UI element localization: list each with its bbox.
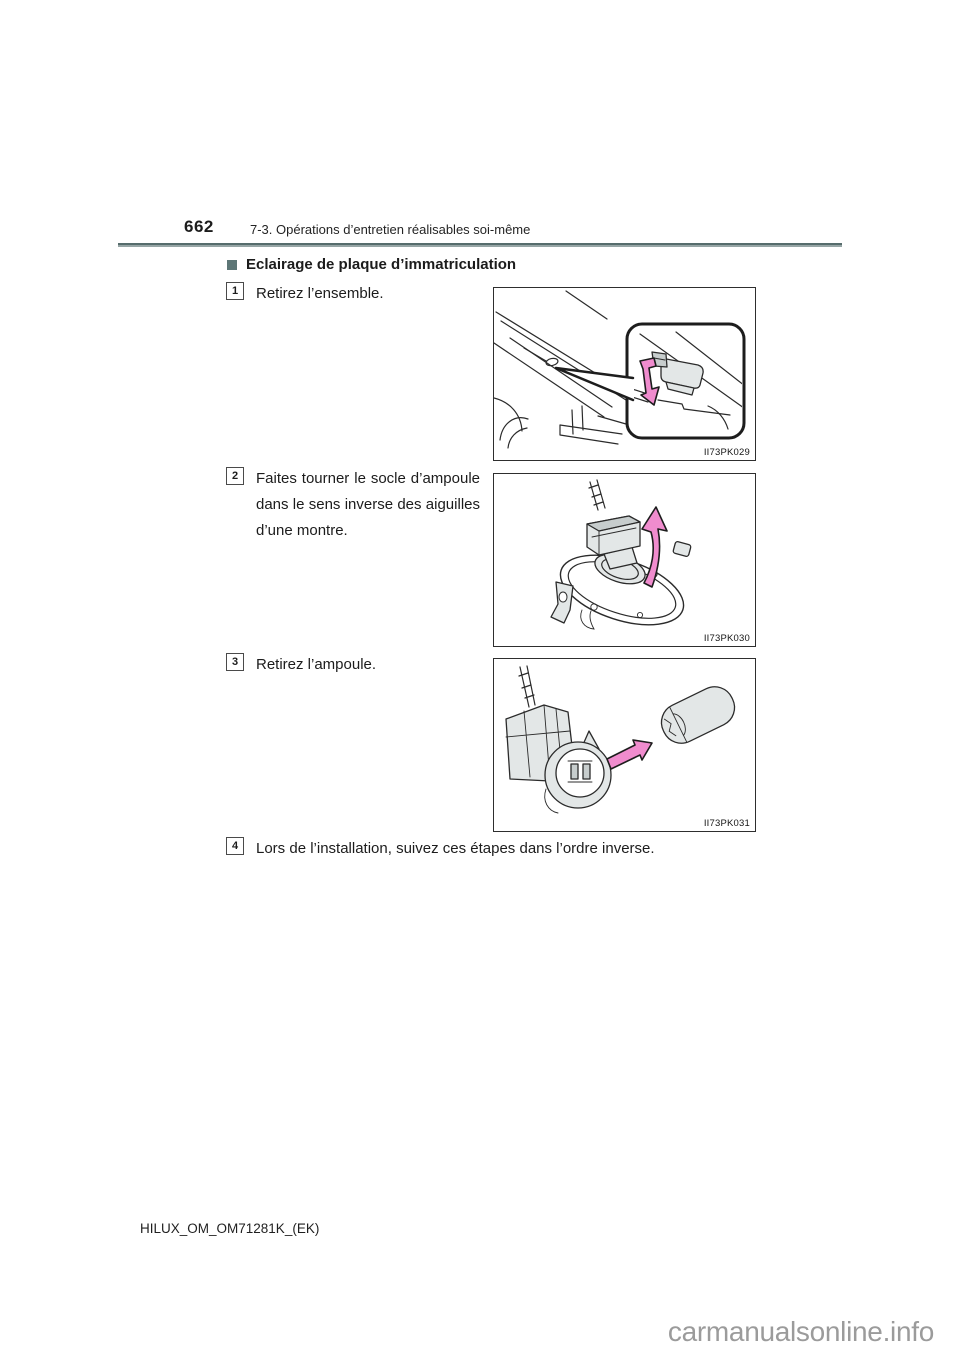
pink-pullout-arrow-icon	[607, 740, 652, 769]
bulb-drawing	[655, 680, 741, 749]
step-2	[226, 466, 482, 544]
housing-tab	[673, 541, 692, 557]
step-4	[226, 836, 866, 862]
step-3-number-badge: 3	[226, 653, 244, 671]
step-4-number-badge: 4	[226, 837, 244, 855]
light-location-hole	[545, 357, 558, 366]
bulb-slot	[583, 764, 590, 779]
chapter-header: 7-3. Opérations d’entretien réalisables soi-même	[250, 222, 531, 237]
callout-bubble	[627, 324, 745, 438]
watermark-text: carmanualsonline.info	[667, 1316, 934, 1347]
step-2-text: Faites tourner le socle d’ampoule dans le sens inverse des aiguilles d’une montre.	[256, 470, 480, 539]
truck-underside-drawing	[494, 288, 755, 460]
step-1-number-badge: 1	[226, 282, 244, 300]
figure-remove-bulb	[493, 658, 756, 832]
step-4-text: Lors de l’installation, suivez ces étapes dans l’ordre inverse.	[256, 840, 655, 857]
step-2-number-badge: 2	[226, 467, 244, 485]
section-bullet-icon	[227, 260, 237, 270]
bulb-socket-rotation-drawing	[494, 474, 755, 646]
figure-light-location	[493, 287, 756, 461]
bulb-removal-drawing	[494, 659, 755, 831]
header-rule-divider	[118, 243, 842, 247]
footer-document-code: HILUX_OM_OM71281K_(EK)	[140, 1221, 320, 1236]
wire-lines	[519, 666, 535, 707]
figure-label: II73PK031	[703, 818, 750, 829]
step-1-text: Retirez l’ensemble.	[256, 285, 384, 302]
figure-turn-socket	[493, 473, 756, 647]
figure-label: II73PK029	[703, 447, 750, 458]
step-3-text: Retirez l’ampoule.	[256, 656, 377, 673]
page-number: 662	[184, 217, 214, 236]
figure-label: II73PK030	[703, 633, 750, 644]
bulb-slot	[571, 764, 578, 779]
mounting-bracket	[551, 582, 573, 623]
wire-lines	[589, 480, 605, 510]
section-title-row	[227, 256, 516, 273]
section-title: Eclairage de plaque d’immatriculation	[246, 256, 517, 273]
